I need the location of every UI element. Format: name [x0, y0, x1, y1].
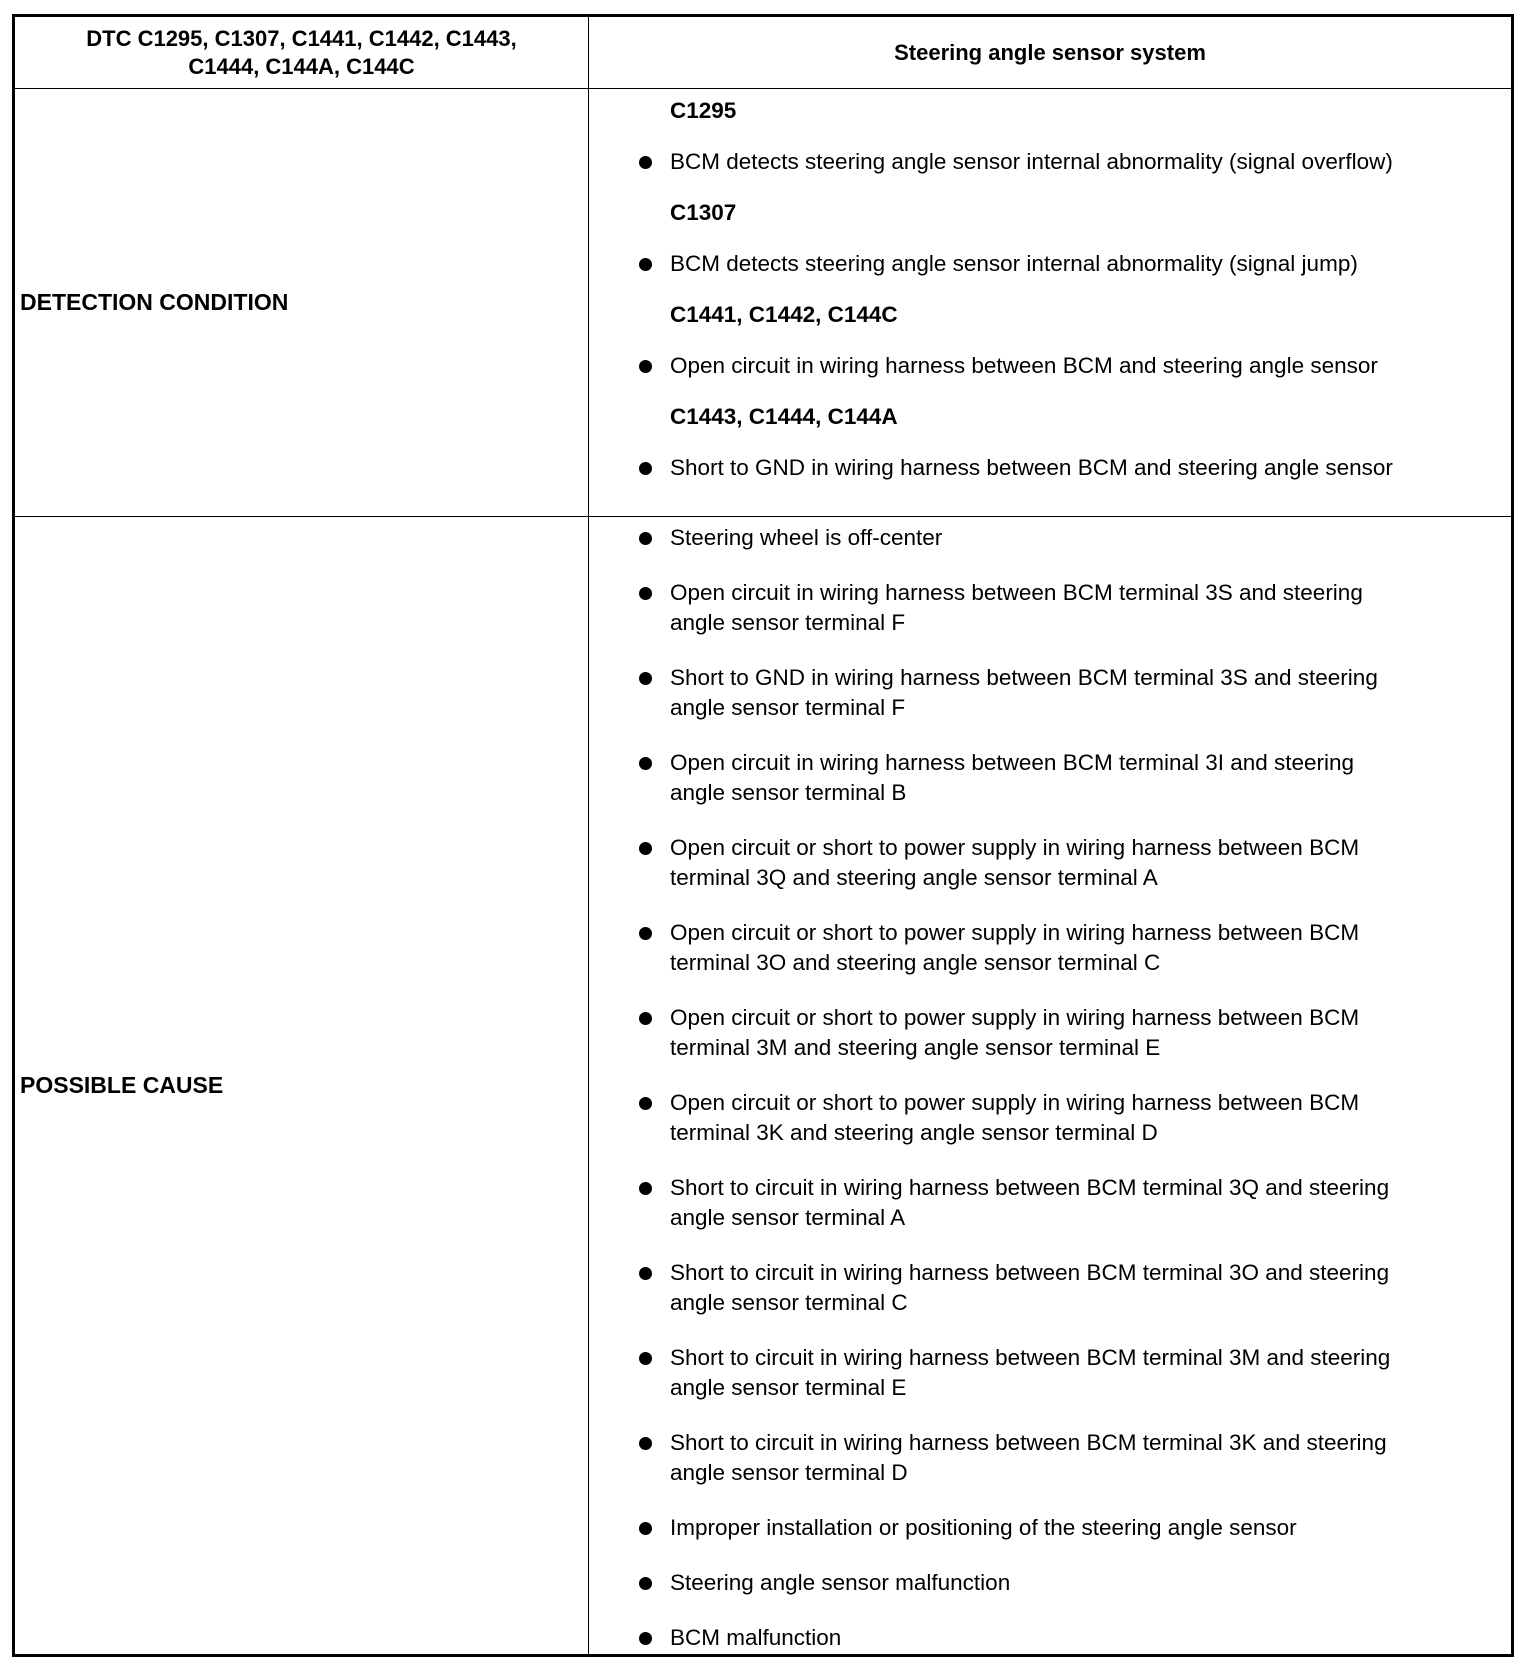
spacer — [589, 553, 1511, 578]
header-system-title: Steering angle sensor system — [894, 39, 1206, 65]
possible-cause-item — [589, 1258, 1511, 1318]
bullet-icon — [589, 147, 670, 177]
possible-cause-line: Open circuit or short to power supply in wiring harness between BCM — [670, 835, 1360, 860]
bullet-icon — [589, 249, 670, 279]
possible-cause-line: Open circuit or short to power supply in wiring harness between BCM — [670, 1090, 1360, 1115]
detection-dtc-code: C1443, C1444, C144A — [670, 404, 898, 429]
detection-bullet-text: Short to GND in wiring harness between BCM and steering angle sensor — [670, 455, 1393, 480]
detection-bullet-item — [589, 453, 1511, 483]
detection-bullet-item — [589, 351, 1511, 381]
bullet-icon — [589, 1428, 670, 1458]
detection-condition-label-cell — [15, 89, 589, 517]
possible-cause-item — [589, 1173, 1511, 1233]
spacer — [589, 331, 1511, 351]
spacer — [589, 1488, 1511, 1513]
detection-dtc-code: C1307 — [670, 200, 737, 225]
spacer — [589, 229, 1511, 249]
possible-cause-item — [589, 748, 1511, 808]
possible-cause-text — [670, 918, 1511, 978]
detection-bullet-text: BCM detects steering angle sensor internal abnormality (signal overflow) — [670, 149, 1393, 174]
spacer — [589, 1543, 1511, 1568]
detection-bullet-text: BCM detects steering angle sensor internal abnormality (signal jump) — [670, 251, 1358, 276]
bullet-icon — [589, 523, 670, 553]
detection-condition-content — [589, 89, 1511, 517]
possible-cause-item — [589, 1513, 1511, 1543]
possible-cause-text — [670, 1343, 1511, 1403]
spacer — [589, 1318, 1511, 1343]
bullet-icon — [589, 1173, 670, 1203]
possible-cause-item — [589, 578, 1511, 638]
spacer — [589, 177, 1511, 197]
possible-cause-line: terminal 3M and steering angle sensor terminal E — [670, 1035, 1161, 1060]
possible-cause-item — [589, 523, 1511, 553]
possible-cause-line: Steering wheel is off-center — [670, 525, 943, 550]
possible-cause-item — [589, 1088, 1511, 1148]
possible-cause-label-cell — [15, 517, 589, 1654]
detection-dtc-code: C1441, C1442, C144C — [670, 302, 898, 327]
possible-cause-text — [670, 1428, 1511, 1488]
bullet-icon — [589, 1003, 670, 1033]
detection-dtc-code: C1295 — [670, 98, 737, 123]
possible-cause-line: Short to circuit in wiring harness between BCM terminal 3M and steering — [670, 1345, 1391, 1370]
possible-cause-line: Open circuit or short to power supply in wiring harness between BCM — [670, 920, 1360, 945]
spacer — [589, 1598, 1511, 1623]
possible-cause-line: angle sensor terminal B — [670, 780, 907, 805]
possible-cause-item — [589, 663, 1511, 723]
spacer — [589, 893, 1511, 918]
possible-cause-text — [670, 663, 1511, 723]
spacer — [589, 1403, 1511, 1428]
possible-cause-line: terminal 3Q and steering angle sensor terminal A — [670, 865, 1158, 890]
detection-condition-label: DETECTION CONDITION — [20, 289, 289, 315]
bullet-icon — [589, 1568, 670, 1598]
possible-cause-content — [589, 517, 1511, 1654]
spacer — [589, 1063, 1511, 1088]
possible-cause-line: Short to circuit in wiring harness between BCM terminal 3K and steering — [670, 1430, 1387, 1455]
possible-cause-text — [670, 523, 1511, 553]
possible-cause-text — [670, 1088, 1511, 1148]
spacer — [589, 723, 1511, 748]
possible-cause-item — [589, 1623, 1511, 1653]
possible-cause-line: angle sensor terminal E — [670, 1375, 907, 1400]
header-system — [589, 17, 1511, 89]
header-dtc-codes — [15, 17, 589, 89]
spacer — [589, 638, 1511, 663]
possible-cause-line: Improper installation or positioning of the steering angle sensor — [670, 1515, 1297, 1540]
spacer — [589, 808, 1511, 833]
possible-cause-text — [670, 1568, 1511, 1598]
possible-cause-item — [589, 1003, 1511, 1063]
possible-cause-item — [589, 1568, 1511, 1598]
spacer — [589, 381, 1511, 401]
possible-cause-text — [670, 1173, 1511, 1233]
possible-cause-line: angle sensor terminal A — [670, 1205, 906, 1230]
bullet-icon — [589, 453, 670, 483]
possible-cause-line: Short to circuit in wiring harness between BCM terminal 3Q and steering — [670, 1175, 1390, 1200]
detection-bullet-item — [589, 147, 1511, 177]
possible-cause-line: angle sensor terminal C — [670, 1290, 908, 1315]
possible-cause-item — [589, 833, 1511, 893]
bullet-icon — [589, 351, 670, 381]
possible-cause-line: angle sensor terminal F — [670, 695, 906, 720]
possible-cause-item — [589, 918, 1511, 978]
detection-bullet-item — [589, 249, 1511, 279]
possible-cause-item — [589, 1343, 1511, 1403]
possible-cause-line: Open circuit or short to power supply in wiring harness between BCM — [670, 1005, 1360, 1030]
possible-cause-line: Open circuit in wiring harness between BCM terminal 3S and steering — [670, 580, 1363, 605]
possible-cause-item — [589, 1428, 1511, 1488]
bullet-icon — [589, 1623, 670, 1653]
bullet-icon — [589, 918, 670, 948]
possible-cause-line: angle sensor terminal D — [670, 1460, 908, 1485]
possible-cause-text — [670, 1258, 1511, 1318]
spacer — [589, 978, 1511, 1003]
possible-cause-text — [670, 748, 1511, 808]
bullet-icon — [589, 1513, 670, 1543]
spacer — [589, 1148, 1511, 1173]
spacer — [589, 433, 1511, 453]
possible-cause-label: POSSIBLE CAUSE — [20, 1072, 224, 1098]
detection-bullet-text: Open circuit in wiring harness between BCM and steering angle sensor — [670, 353, 1378, 378]
bullet-icon — [589, 578, 670, 608]
possible-cause-text — [670, 1513, 1511, 1543]
bullet-icon — [589, 1258, 670, 1288]
possible-cause-line: BCM malfunction — [670, 1625, 842, 1650]
bullet-icon — [589, 833, 670, 863]
possible-cause-line: terminal 3K and steering angle sensor terminal D — [670, 1120, 1158, 1145]
possible-cause-line: Open circuit in wiring harness between BCM terminal 3I and steering — [670, 750, 1355, 775]
dtc-table — [12, 14, 1514, 1657]
spacer — [589, 1233, 1511, 1258]
possible-cause-line: terminal 3O and steering angle sensor terminal C — [670, 950, 1161, 975]
possible-cause-text — [670, 1623, 1511, 1653]
header-dtc-line-1: DTC C1295, C1307, C1441, C1442, C1443, — [86, 25, 517, 51]
possible-cause-text — [670, 1003, 1511, 1063]
possible-cause-line: Short to GND in wiring harness between BCM terminal 3S and steering — [670, 665, 1378, 690]
bullet-icon — [589, 1343, 670, 1373]
possible-cause-text — [670, 833, 1511, 893]
bullet-icon — [589, 1088, 670, 1118]
possible-cause-line: angle sensor terminal F — [670, 610, 906, 635]
header-dtc-line-2: C1444, C144A, C144C — [188, 53, 415, 79]
possible-cause-line: Short to circuit in wiring harness between BCM terminal 3O and steering — [670, 1260, 1390, 1285]
possible-cause-line: Steering angle sensor malfunction — [670, 1570, 1011, 1595]
possible-cause-text — [670, 578, 1511, 638]
spacer — [589, 279, 1511, 299]
spacer — [589, 127, 1511, 147]
bullet-icon — [589, 748, 670, 778]
bullet-icon — [589, 663, 670, 693]
